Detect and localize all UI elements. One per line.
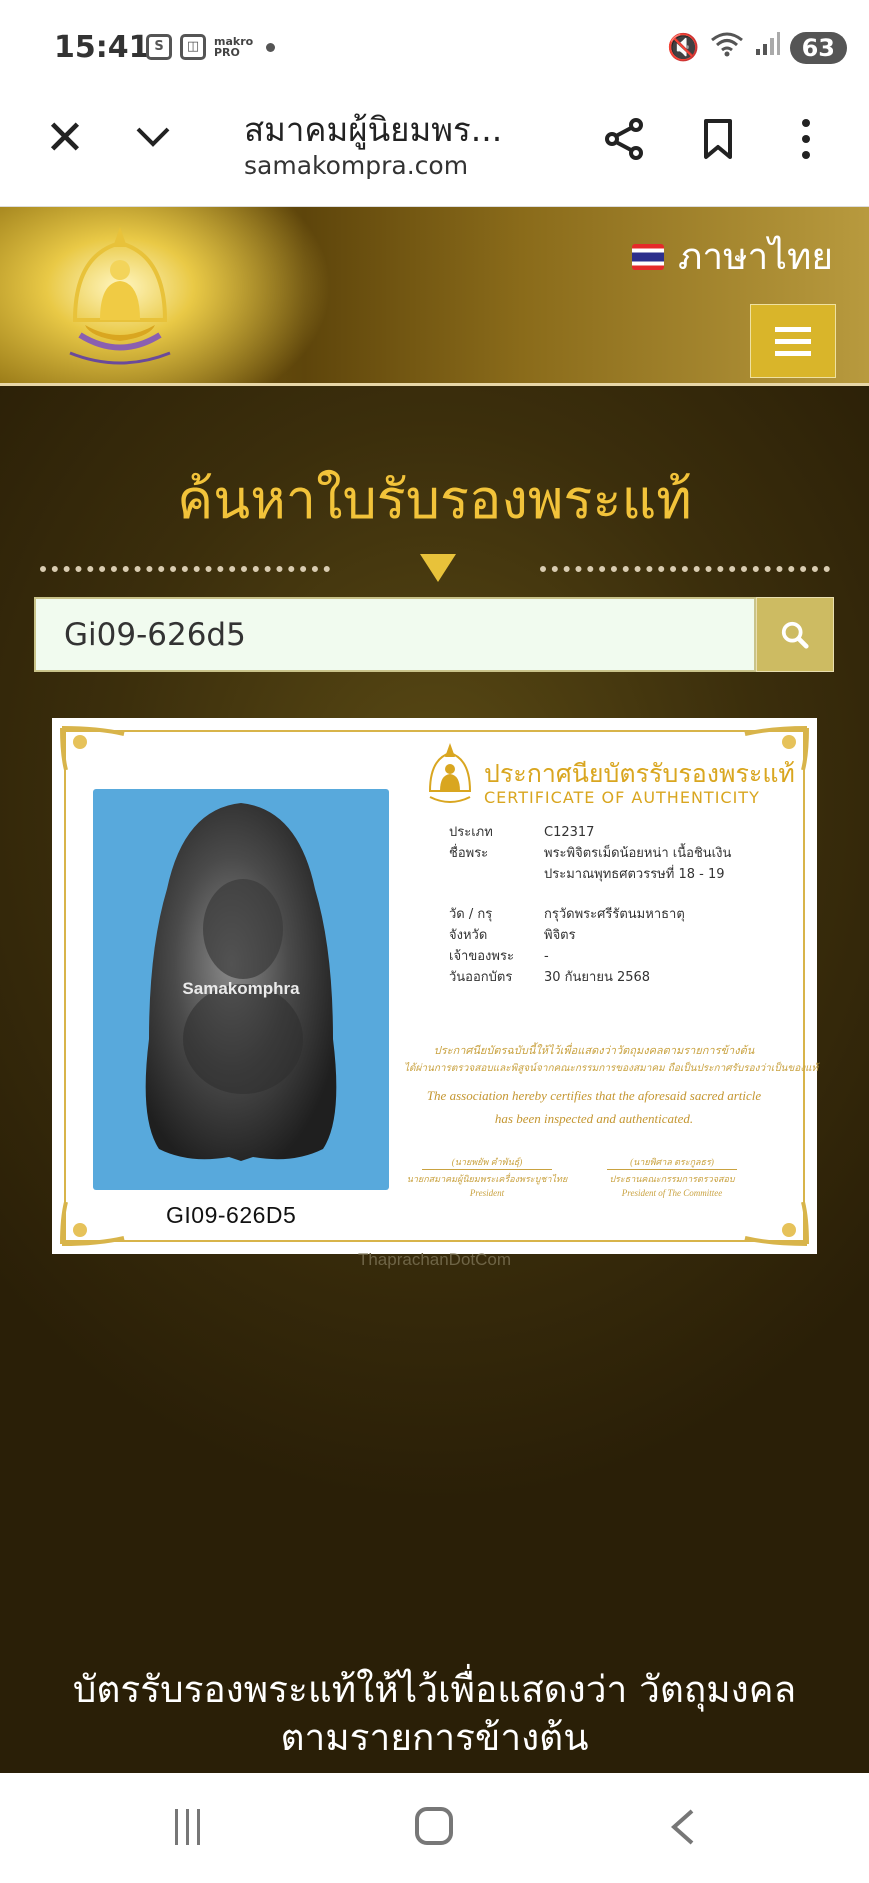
notification-icons [146,34,275,60]
certificate-card[interactable] [52,718,817,1254]
divider-dots-right [540,566,830,572]
detail-value: กรุวัดพระศรีรัตนมหาธาตุ [544,907,685,922]
search-icon [780,620,810,650]
more-options-icon[interactable] [782,115,830,163]
signature-role: President of The Committee [621,1188,723,1198]
thai-flag-icon [632,244,664,270]
browser-toolbar [0,85,869,207]
photo-watermark: Samakomphra [182,979,300,998]
detail-value: พิจิตร [544,928,576,943]
site-header [0,207,869,386]
detail-row [449,843,804,864]
detail-value: 30 กันยายน 2568 [544,970,651,985]
detail-value: C12317 [544,825,595,840]
divider-dots-left [40,566,330,572]
more-notifications-dot [266,43,275,52]
screenshot-icon: ◫ [180,34,206,60]
certificate-code: GI09-626D5 [166,1202,297,1228]
detail-row [449,822,804,843]
description-line: บัตรรับรองพระแท้ให้ไว้เพื่อแสดงว่า วัตถุมงคล [72,1668,797,1711]
page-url[interactable]: samakompra.com [244,151,469,180]
detail-row [449,904,804,925]
detail-label: ประเภท [449,825,493,840]
detail-label: วัด / กรุ [449,907,493,922]
language-label: ภาษาไทย [678,235,834,278]
signature-role: President [469,1188,505,1198]
certificate-title-en: CERTIFICATE OF AUTHENTICITY [484,788,760,807]
detail-label: ชื่อพระ [449,846,489,861]
signature-name: (นายพิศาล ตระกูลธร) [630,1157,714,1167]
detail-row [449,967,804,988]
battery-indicator: 63 [790,32,847,64]
bookmark-icon[interactable] [694,115,742,163]
detail-value: ประมาณพุทธศตวรรษที่ 18 - 19 [544,867,725,882]
amulet-photo [93,789,389,1190]
description-line: ตามรายการข้างต้น [280,1716,589,1759]
detail-value: พระพิจิตรเม็ดน้อยหน่า เนื้อชินเงิน [544,846,732,861]
detail-row [449,946,804,967]
detail-label: วันออกบัตร [449,970,513,985]
statement-th-line: ได้ผ่านการตรวจสอบและพิสูจน์จากคณะกรรมการของสมาคม ถือเป็นประกาศรับรองว่าเป็นของแท้ [404,1063,819,1074]
ornament-corner-icon [58,1198,128,1248]
detail-label: จังหวัด [449,928,488,943]
heading-divider [40,554,830,584]
hamburger-line [775,327,811,332]
signature-name: (นายพยัพ คำพันธุ์) [451,1157,523,1167]
search-bar [34,597,834,672]
search-button[interactable] [756,597,834,672]
recent-apps-icon[interactable] [175,1809,211,1845]
status-time: 15:41 [54,30,150,65]
divider-triangle-icon [420,554,456,582]
chevron-down-icon[interactable] [130,113,176,159]
cert-emblem-icon [422,741,478,811]
close-icon[interactable]: ✕ [44,110,86,166]
home-icon[interactable] [415,1807,453,1845]
share-icon[interactable] [600,115,648,163]
statement-en-line: has been inspected and authenticated. [494,1111,694,1126]
hamburger-line [775,339,811,344]
signature-president [402,1155,572,1200]
statement-th-line: ประกาศนียบัตรฉบับนี้ให้ไว้เพื่อแสดงว่าวัตถุมงคลตามรายการข้างต้น [433,1044,755,1057]
status-bar [0,0,869,85]
makro-pro-icon: makro PRO [214,35,254,59]
association-logo[interactable] [55,225,185,375]
mute-icon: 🔇 [667,32,700,63]
certificate-description [0,1666,869,1762]
detail-value: - [544,949,549,964]
statement-en-line: The association hereby certifies that the aforesaid sacred article [426,1088,762,1103]
signal-icon [754,31,780,64]
signature-title: ประธานคณะกรรมการตรวจสอบ [609,1174,735,1184]
menu-button[interactable] [750,304,836,378]
certificate-statement-en [404,1084,784,1130]
signature-committee [587,1155,757,1200]
site-watermark: ThaprachanDotCom [357,1250,512,1269]
detail-label: เจ้าของพระ [449,949,514,964]
signature-title: นายกสมาคมผู้นิยมพระเครื่องพระบูชาไทย [406,1174,568,1184]
system-nav-bar [0,1773,869,1883]
main-content [0,386,869,1773]
ornament-corner-icon [741,1198,811,1248]
search-input[interactable] [34,597,756,672]
search-heading: ค้นหาใบรับรองพระแท้ [177,468,692,531]
detail-row [449,925,804,946]
hamburger-line [775,351,811,356]
certificate-statement-th [404,1042,819,1078]
wifi-icon [710,30,744,65]
page-title: สมาคมผู้นิยมพร... [244,110,503,149]
ornament-corner-icon [58,724,128,774]
language-switch[interactable] [632,227,833,286]
system-icons [667,30,847,65]
shopee-icon: S [146,34,172,60]
detail-row [449,864,804,885]
certificate-title-th: ประกาศนียบัตรรับรองพระแท้ [484,759,795,788]
back-icon[interactable] [664,1807,700,1847]
certificate-details [449,822,804,988]
